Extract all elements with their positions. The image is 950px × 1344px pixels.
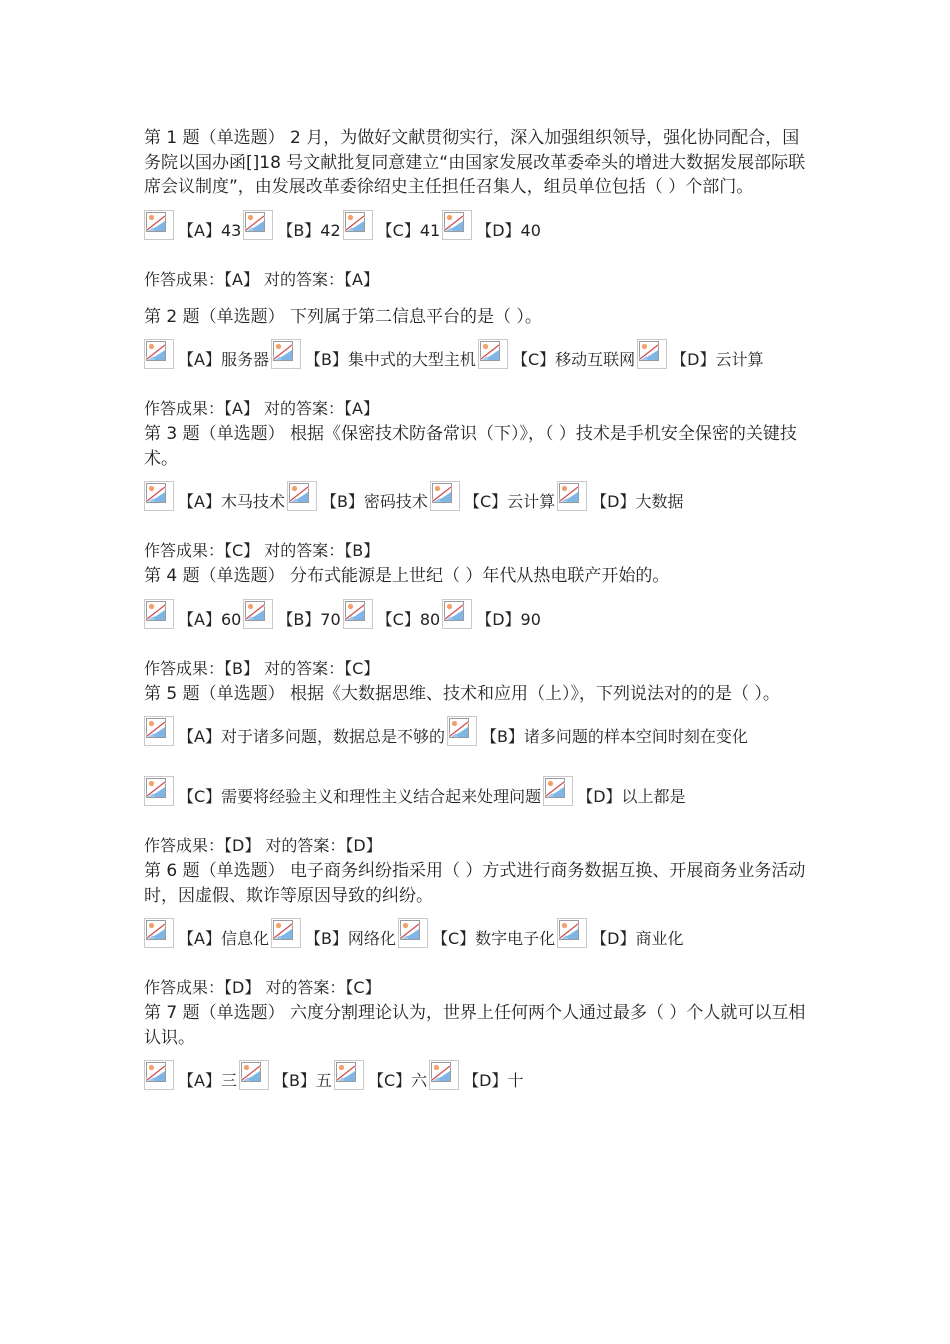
question-text: 第 5 题（单选题） 根据《大数据思维、技术和应用（上）》，下列说法对的的是（ ）。 [144, 683, 780, 704]
broken-image-icon [334, 1060, 364, 1090]
option-c[interactable]: 【C】需要将经验主义和理性主义结合起来处理问题 [144, 776, 543, 806]
option-a[interactable]: 【A】43 [144, 210, 243, 240]
broken-image-icon [343, 599, 373, 629]
question-list [144, 126, 814, 1090]
option-c[interactable]: 【C】41 [343, 210, 443, 240]
broken-image-icon [243, 210, 273, 240]
option-d[interactable]: 【D】40 [442, 210, 543, 240]
broken-image-icon [429, 1060, 459, 1090]
option-b[interactable]: 【B】诸多问题的样本空间时刻在变化 [447, 716, 750, 746]
question-1 [144, 126, 814, 291]
broken-image-icon [543, 776, 573, 806]
question-2 [144, 305, 814, 421]
options-row [144, 599, 814, 629]
option-c[interactable]: 【C】六 [334, 1060, 429, 1090]
option-b[interactable]: 【B】集中式的大型主机 [271, 339, 478, 369]
option-a[interactable]: 【A】木马技术 [144, 481, 287, 511]
options-row [144, 481, 814, 511]
option-a[interactable]: 【A】对于诸多问题，数据总是不够的 [144, 716, 447, 746]
question-text: 第 3 题（单选题） 根据《保密技术防备常识（下）》，（ ）技术是手机安全保密的关键技术。 [144, 424, 797, 469]
question-text: 第 7 题（单选题） 六度分割理论认为，世界上任何两个人通过最多（ ）个人就可以互相认识。 [144, 1003, 806, 1048]
option-b[interactable]: 【B】五 [239, 1060, 334, 1090]
option-c[interactable]: 【C】云计算 [430, 481, 557, 511]
options-row [144, 339, 814, 369]
question-6 [144, 859, 814, 999]
option-a[interactable]: 【A】信息化 [144, 918, 271, 948]
broken-image-icon [271, 918, 301, 948]
broken-image-icon [271, 339, 301, 369]
answer-result: 作答成果：【C】 对的答案：【B】 [144, 541, 380, 560]
options-row [144, 776, 814, 806]
option-d[interactable]: 【D】云计算 [637, 339, 765, 369]
answer-result: 作答成果：【B】 对的答案：【C】 [144, 658, 380, 678]
option-b[interactable]: 【B】70 [243, 599, 342, 629]
option-c[interactable]: 【C】80 [343, 599, 443, 629]
option-b[interactable]: 【B】42 [243, 210, 342, 240]
broken-image-icon [243, 599, 273, 629]
option-d[interactable]: 【D】以上都是 [543, 776, 687, 806]
broken-image-icon [287, 481, 317, 511]
option-d[interactable]: 【D】90 [442, 599, 543, 629]
broken-image-icon [144, 599, 174, 629]
broken-image-icon [144, 481, 174, 511]
broken-image-icon [144, 776, 174, 806]
options-row [144, 716, 814, 746]
question-text: 第 4 题（单选题） 分布式能源是上世纪（ ）年代从热电联产开始的。 [144, 566, 670, 586]
broken-image-icon [557, 918, 587, 948]
question-text: 第 1 题（单选题） 2 月，为做好文献贯彻实行，深入加强组织领导，强化协同配合，国务院以国办函[]18 号文献批复同意建立“由国家发展改革委牵头的增进大数据发展部际联席会议制度”，由发展改革委徐绍史主任担任召集人，组员单位包括（ ）个部门。 [144, 128, 806, 197]
broken-image-icon [447, 716, 477, 746]
broken-image-icon [442, 599, 472, 629]
option-a[interactable]: 【A】三 [144, 1060, 239, 1090]
option-d[interactable]: 【D】大数据 [557, 481, 685, 511]
question-7 [144, 1001, 814, 1090]
answer-result: 作答成果：【D】 对的答案：【D】 [144, 836, 382, 855]
option-d[interactable]: 【D】十 [429, 1060, 525, 1090]
question-5 [144, 682, 814, 858]
option-c[interactable]: 【C】移动互联网 [478, 339, 637, 369]
question-4 [144, 564, 814, 680]
answer-result: 作答成果：【D】 对的答案：【C】 [144, 978, 381, 997]
broken-image-icon [442, 210, 472, 240]
broken-image-icon [239, 1060, 269, 1090]
answer-result: 作答成果：【A】 对的答案：【A】 [144, 399, 379, 418]
option-c[interactable]: 【C】数字电子化 [398, 918, 557, 948]
broken-image-icon [144, 716, 174, 746]
answer-result: 作答成果：【A】 对的答案：【A】 [144, 269, 379, 289]
broken-image-icon [430, 481, 460, 511]
question-3 [144, 422, 814, 562]
broken-image-icon [144, 1060, 174, 1090]
question-text: 第 2 题（单选题） 下列属于第二信息平台的是（ ）。 [144, 306, 542, 327]
option-a[interactable]: 【A】服务器 [144, 339, 271, 369]
broken-image-icon [144, 918, 174, 948]
options-row [144, 918, 814, 948]
broken-image-icon [557, 481, 587, 511]
options-row [144, 1060, 814, 1090]
option-b[interactable]: 【B】网络化 [271, 918, 398, 948]
option-a[interactable]: 【A】60 [144, 599, 243, 629]
broken-image-icon [144, 210, 174, 240]
option-b[interactable]: 【B】密码技术 [287, 481, 430, 511]
broken-image-icon [144, 339, 174, 369]
options-row [144, 210, 814, 240]
broken-image-icon [343, 210, 373, 240]
question-text: 第 6 题（单选题） 电子商务纠纷指采用（ ）方式进行商务数据互换、开展商务业务活动时，因虚假、欺诈等原因导致的纠纷。 [144, 861, 806, 906]
broken-image-icon [478, 339, 508, 369]
option-d[interactable]: 【D】商业化 [557, 918, 685, 948]
broken-image-icon [637, 339, 667, 369]
broken-image-icon [398, 918, 428, 948]
